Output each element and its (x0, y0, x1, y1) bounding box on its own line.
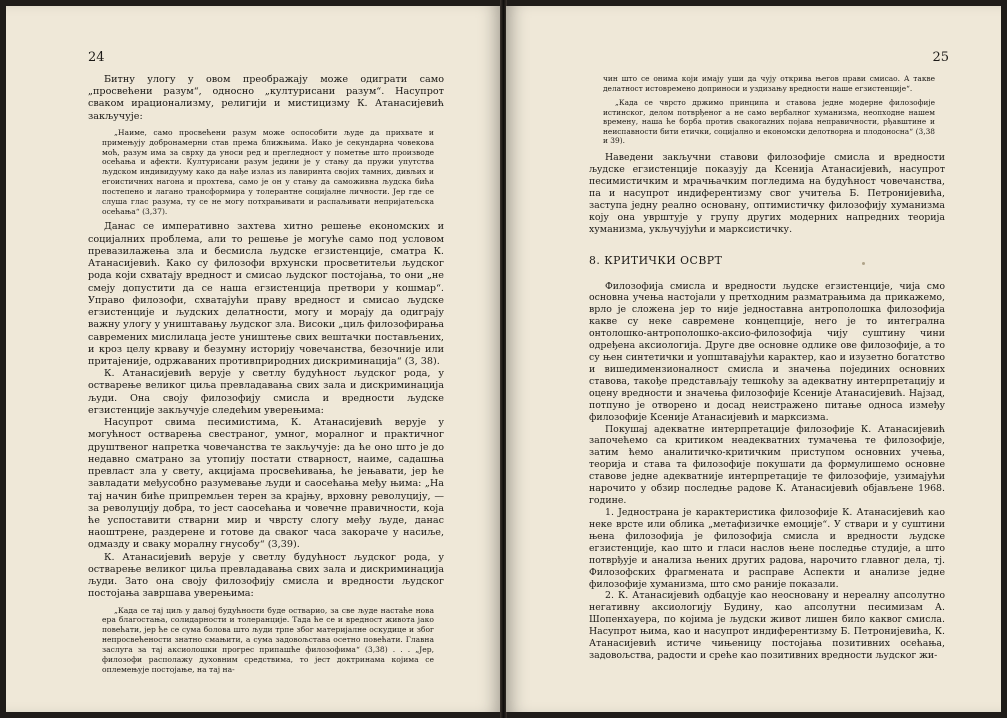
paragraph: Битну улогу у овом преображају може одиграти само „просвећени разум“, односно „културисани разум“. Насупрот сваком ирационализму, религији и мистицизму К. Атанасијевић закључује: (88, 74, 444, 122)
paragraph: Наведени закључни ставови филозофије смисла и вредности људске егзистенције показују да Ксенија Атанасијевић, насупрот песимистичким и мрачњачким погледима на будућност човечанства, па и насупрот индиферентизму свог учитеља Б. Петронијевића, заступа једну реално основану, оптимистичку филозофију хуманизма коју она уврштује у групу других модерних напредних теорија хуманизма, укључујући и марксистичку. (589, 152, 945, 235)
block-quote: „Наиме, само просвећени разум може оспособити људе да прихвате и примењују добронамерни став према ближњима. Иако је секундарна човекова моћ, разум има за сврху да уноси ред и прегледност у пометње што производе осећања и афекти. Културисани разум једини је у стању да пружи упутства људском индивидууму како да нађе излаз из лавиринта својих тамних, дивљих и егоистичних нагона и прохтева, само је он у стању да саможивна људска бића постепено и лагано трансформира у толерантне социјалне личности. Јер где се слуша глас разума, ту се не могу потхрањивати и распаљивати непријатељска осећања“ (3,37). (102, 127, 434, 216)
paragraph: Филозофија смисла и вредности људске егзистенције, чија смо основна учења настојали у претходним разматрањима да прикажемо, врло је сложена јер то није једноставна антрополошка филозофија какве су неке савремене концепције, него је то интегрална онтолошко-антрополошко-аксио-филозофија чију суштину чини одређена аксиологија. Друге две основне одлике ове филозофије, а то су њен синтетички и уопштавајући карактер, као и изузетно богатство и вишедимензионалност смисла и значења појединих основних ставова, такође представљају тешкоћу за адекватну интерпретацију и оцену вредности и значења филозофије Ксеније Атанасијевић. Најзад, потпуно је отворено и досад неистражено питање односа између филозофије Ксеније Атанасијевић и марксизма. (589, 280, 945, 423)
paragraph: К. Атанасијевић верује у светлу будућност људског рода, у остварење великог циља превладавања свих зала и дискриминација људи. Зато она своју филозофију смисла и вредности људског постојања завршава уверењима: (88, 551, 444, 600)
paragraph: Данас се императивно захтева хитно решење економских и социјалних проблема, али то решење је могуће само под условом превазилажења зла и бесмисла људске егзистенције, сматра К. Атанасијевић. Како су филозофи врхунски просветитељи људског рода који схватају вредност и смисао људског постојања, то они „не смеју допустити да се наша егзистенција претвори у кошмар“. Управо филозофи, схватајући праву вредност и смисао људске егзистенције и људских делатности, могу и морају да одиграју важну улогу у уништавању људског зла. Високи „циљ филозофирања савремених мислилаца јесте уништење свих вештачки постављених, и кроз целу крваву и безумну историју човечанства, безочније или притајеније, одржаваних противприродних дискриминација“ (3, 38). (88, 221, 444, 367)
paragraph: Насупрот свима песимистима, К. Атанасијевић верује у могућност остварења свестраног, умног, моралног и практичног друштвеног напретка човечанства те закључује: да ће оно што је до недавно сматрано за утопију постати стварност, наиме, садашња превласт зла у свету, акцијама просвећивања, ће јењавати, јер ће завладати међусобно разумевање људи и саосећања међу њима: „На тај начин биће припремљен терен за крајњу, врховну револуцију, — за револуцију добра, то јест саосећања и човечне правичности, која ће успоставити стварни мир и чврсту слогу међу људе, данас наоштрене, раздерене и готове да сваког часа закораче у насиље, одмазду и сваку моралну гнусобу“ (3,39). (88, 417, 444, 551)
page-number: 24 (88, 50, 105, 65)
block-quote: „Када се тај циљ у даљој будућности буде остварио, за све људе настаће нова ера благостања, солидарности и толеранције. Тада ће се и вредност живота јако повећати, јер ће се сума болова што људи трпе због материјалне оскудице и због непросвећености знатно смањити, а сума задовољстава осетно повећати. Главна заслуга за тај аксиолошки прогрес припашће филозофима“ (3,38) . . . „Јер, филозофи располажу духовним средствима, то јест доктринама којима се оплемењује постојање, на тај на- (102, 605, 434, 674)
page-number: 25 (932, 50, 949, 65)
paragraph: Покушај адекватне интерпретације филозофије К. Атанасијевић започећемо са критиком неадекватних тумачења те филозофије, затим ћемо аналитичко-критичким приступом основних учења, теорија и става та филозофије покушати да формулишемо основне ставове једне адекватније интерпретације те филозофије, узимајући нарочито у обзир последње радове К. Атанасијевић објављене 1968. године. (589, 423, 945, 507)
paper-speck (862, 262, 865, 265)
text-column (589, 74, 945, 662)
block-quote: чин што се онима који имају уши да чују открива његов прави смисао. А такве делатност истовремено доприноси и уздизању вредности наше егзистенције“. (603, 74, 935, 93)
block-quote: „Када се чврсто држимо принципа и ставова једне модерне филозофије истинског, делом потврђеног а не само вербалног хуманизма, неопходне нашем времену, наша ће борба против свакоrazних појава неправичности, рђавштине и неиспавности бити етички, социјално и економски делотворна и плодоносна“ (3,38 и 39). (603, 98, 935, 146)
left-page (6, 6, 501, 712)
paragraph: 1. Једнострана је карактеристика филозофије К. Атанасијевић као неке врсте или облика „метафизичке емоције“. У ствари и у суштини њена филозофија је филозофија смисла и вредности људске егзистенције, као што и гласи наслов њене последње студије, а што потврђује и анализа њених других радова, нарочито главног дела, тј. Филозофских фрагмената и расправе Аспекти и анализе једне филозофије хуманизма, што смо раније показали. (589, 507, 945, 590)
right-page (506, 6, 1001, 712)
text-column (88, 74, 444, 679)
section-heading: 8. КРИТИЧКИ ОСВРТ (589, 253, 723, 267)
paragraph: 2. К. Атанасијевић одбацује као неосновану и нереалну апсолутно негативну аксиологију Будину, као апсолутни песимизам А. Шопенхауера, по којима је људски живот лишен било каквог смисла. Насупрот њима, као и насупрот индиферентизму Б. Петронијевића, К. Атанасијевић истиче чињеницу постојања позитивних осећања, задовољства, радости и среће као позитивних вредности људског жи- (589, 590, 945, 662)
paragraph: К. Атанасијевић верује у светлу будућност људског рода, у остварење великог циља превладавања свих зала и дискриминација људи. Она своју филозофију смисла и вредности људске егзистенције закључује следећим уверењима: (88, 368, 444, 416)
